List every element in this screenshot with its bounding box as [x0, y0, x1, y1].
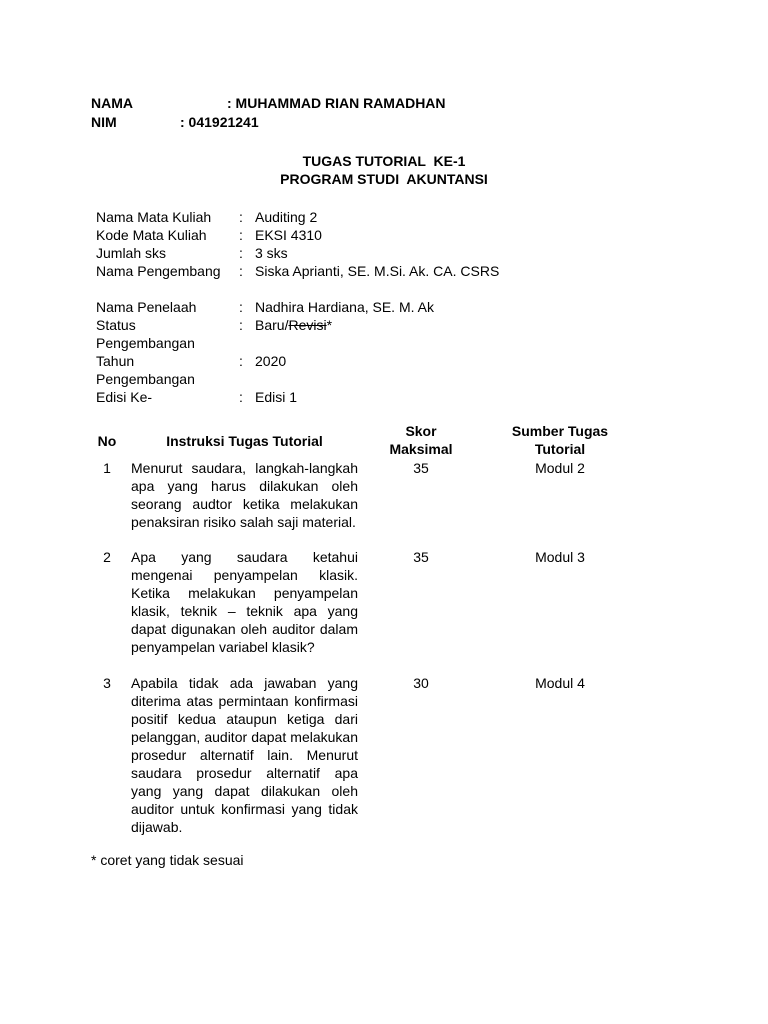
info-value: Nadhira Hardiana, SE. M. Ak: [255, 299, 434, 315]
header-instruksi: Instruksi Tugas Tutorial: [166, 433, 323, 449]
info-colon: :: [239, 209, 243, 225]
row-instruksi: Menurut saudara, langkah-langkah apa yang harus dilakukan oleh seorang audtor ketika melakukan penaksiran risiko salah saji material.: [131, 460, 358, 530]
student-nim: [91, 113, 691, 131]
course-info: [96, 208, 596, 406]
info-colon: :: [239, 317, 243, 333]
info-key: Jumlah sks: [96, 245, 167, 261]
status-asterisk: *: [326, 317, 333, 333]
nim-value: : 041921241: [180, 114, 259, 130]
row-skor: 30: [413, 675, 429, 691]
info-value: Edisi 1: [255, 389, 298, 405]
row-no: 1: [103, 460, 111, 476]
row-sumber: Modul 3: [535, 549, 585, 565]
document-title: TUGAS TUTORIAL KE-1: [302, 153, 466, 169]
info-value: Auditing 2: [255, 209, 318, 225]
name-value: : MUHAMMAD RIAN RAMADHAN: [227, 95, 446, 111]
row-skor: 35: [413, 549, 429, 565]
info-key: Tahun Pengembangan: [96, 353, 195, 387]
row-no: 2: [103, 549, 111, 565]
status-option-revisi-struck: Revisi: [288, 317, 327, 333]
info-row: [96, 298, 596, 316]
info-colon: :: [239, 263, 243, 279]
row-no: 3: [103, 675, 111, 691]
info-row: [96, 226, 596, 244]
row-instruksi: Apabila tidak ada jawaban yang diterima atas permintaan konfirmasi positif kedua ataupun ketiga dari pelanggan, auditor dapat melakukan prosedur alternatif lain. Menurut saudara prosedur alternatif apa yang yang dapat dilakukan oleh auditor untuk konfirmasi yang tidak dijawab.: [131, 675, 358, 835]
info-colon: :: [239, 353, 243, 369]
info-row: [96, 244, 596, 262]
info-value: EKSI 4310: [255, 227, 322, 243]
name-label: NAMA: [91, 95, 133, 111]
info-key: Edisi Ke-: [96, 389, 153, 405]
info-key: Nama Mata Kuliah: [96, 209, 212, 225]
info-value: 3 sks: [255, 245, 288, 261]
info-colon: :: [239, 299, 243, 315]
row-sumber: Modul 2: [535, 460, 585, 476]
info-key: Nama Penelaah: [96, 299, 197, 315]
info-row: [96, 262, 596, 298]
info-value: [255, 316, 332, 334]
info-row: [96, 208, 596, 226]
footnote: * coret yang tidak sesuai: [91, 852, 244, 868]
info-colon: :: [239, 227, 243, 243]
info-key: Kode Mata Kuliah: [96, 227, 207, 243]
status-option-baru: Baru/: [255, 317, 289, 333]
info-row: [96, 388, 596, 406]
info-value: Siska Aprianti, SE. M.Si. Ak. CA. CSRS: [255, 263, 500, 279]
row-instruksi: Apa yang saudara ketahui mengenai penyampelan klasik. Ketika melakukan penyampelan klasik, teknik – teknik apa yang dapat digunakan oleh auditor dalam penyampelan variabel klasik?: [131, 549, 358, 655]
nim-label: NIM: [91, 114, 117, 130]
document-subtitle: PROGRAM STUDI AKUNTANSI: [280, 171, 488, 187]
row-sumber: Modul 4: [535, 675, 585, 691]
student-name: [91, 94, 691, 112]
header-skor: Skor Maksimal: [389, 423, 453, 457]
info-row: [96, 352, 596, 388]
info-value: 2020: [255, 353, 287, 369]
header-sumber: Sumber Tugas Tutorial: [511, 423, 609, 457]
header-no: No: [97, 433, 117, 449]
info-colon: :: [239, 245, 243, 261]
info-row: [96, 316, 596, 352]
info-key: Status Pengembangan: [96, 317, 195, 351]
row-skor: 35: [413, 460, 429, 476]
info-colon: :: [239, 389, 243, 405]
info-key: Nama Pengembang: [96, 263, 221, 279]
